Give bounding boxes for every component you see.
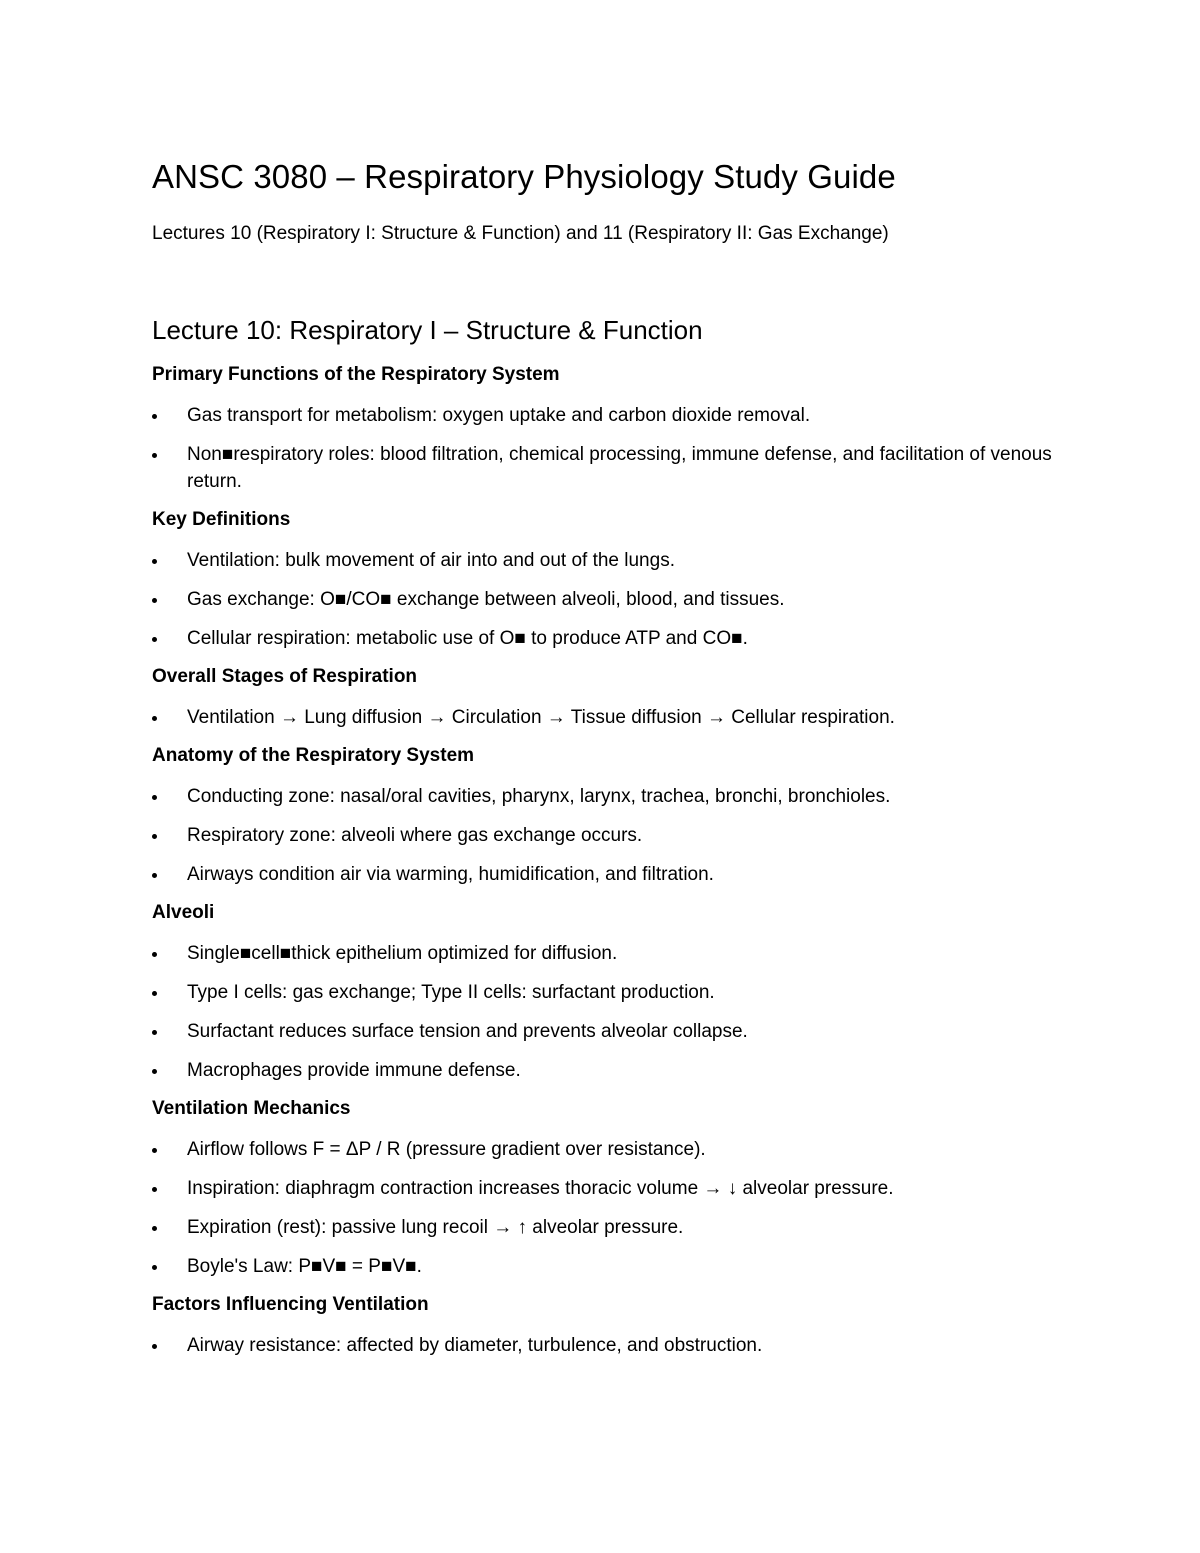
bullet-icon: [152, 598, 157, 603]
bullet-icon: [152, 834, 157, 839]
section: [152, 898, 1052, 1084]
section: [152, 1290, 1052, 1359]
bullet-icon: [152, 1265, 157, 1270]
list-item: [152, 1214, 1052, 1241]
list-item-text: Single■cell■thick epithelium optimized for diffusion.: [187, 943, 618, 964]
list-item-text: Macrophages provide immune defense.: [187, 1060, 521, 1081]
section-heading: Ventilation Mechanics: [152, 1098, 351, 1119]
section-heading: Anatomy of the Respiratory System: [152, 745, 475, 766]
section: [152, 662, 1052, 731]
list-item: [152, 402, 1052, 429]
list-item: [152, 441, 1052, 495]
bullet-icon: [152, 1226, 157, 1231]
document-subtitle: Lectures 10 (Respiratory I: Structure & Function) and 11 (Respiratory II: Gas Exchange): [152, 223, 889, 244]
section-heading: Alveoli: [152, 902, 215, 923]
section: [152, 1094, 1052, 1280]
bullet-icon: [152, 453, 157, 458]
bullet-icon: [152, 716, 157, 721]
section: [152, 360, 1052, 495]
list-item-text: Airways condition air via warming, humidification, and filtration.: [187, 864, 714, 885]
section-heading: Primary Functions of the Respiratory System: [152, 364, 560, 385]
list-item: [152, 704, 1052, 731]
list-item: [152, 625, 1052, 652]
bullet-icon: [152, 795, 157, 800]
bullet-list: [152, 547, 1052, 652]
bullet-list: [152, 1332, 1052, 1359]
bullet-icon: [152, 637, 157, 642]
list-item-text: Ventilation: bulk movement of air into and out of the lungs.: [187, 550, 675, 571]
list-item: [152, 547, 1052, 574]
list-item-text: Type I cells: gas exchange; Type II cells: surfactant production.: [187, 982, 715, 1003]
list-item: [152, 861, 1052, 888]
lecture-heading: Lecture 10: Respiratory I – Structure & Function: [152, 315, 703, 345]
bullet-icon: [152, 1148, 157, 1153]
bullet-icon: [152, 991, 157, 996]
list-item-text: Non■respiratory roles: blood filtration, chemical processing, immune defense, and facilitation of venous return.: [187, 444, 1052, 492]
list-item-text: Surfactant reduces surface tension and prevents alveolar collapse.: [187, 1021, 748, 1042]
sections-container: [152, 360, 1052, 1359]
bullet-icon: [152, 1344, 157, 1349]
bullet-icon: [152, 559, 157, 564]
list-item-text: Airflow follows F = ΔP / R (pressure gradient over resistance).: [187, 1139, 706, 1160]
bullet-icon: [152, 414, 157, 419]
list-item-text: Inspiration: diaphragm contraction increases thoracic volume → ↓ alveolar pressure.: [187, 1178, 894, 1199]
list-item: [152, 1136, 1052, 1163]
list-item: [152, 586, 1052, 613]
list-item-text: Respiratory zone: alveoli where gas exchange occurs.: [187, 825, 643, 846]
bullet-icon: [152, 952, 157, 957]
bullet-list: [152, 704, 1052, 731]
bullet-list: [152, 940, 1052, 1084]
list-item-text: Conducting zone: nasal/oral cavities, pharynx, larynx, trachea, bronchi, bronchioles.: [187, 786, 891, 807]
bullet-list: [152, 783, 1052, 888]
list-item: [152, 979, 1052, 1006]
bullet-list: [152, 402, 1052, 495]
section-heading: Overall Stages of Respiration: [152, 666, 418, 687]
section: [152, 741, 1052, 888]
section-heading: Factors Influencing Ventilation: [152, 1294, 429, 1315]
list-item: [152, 1018, 1052, 1045]
list-item: [152, 1332, 1052, 1359]
list-item: [152, 1175, 1052, 1202]
document-page: [152, 150, 1052, 1359]
list-item-text: Airway resistance: affected by diameter, turbulence, and obstruction.: [187, 1335, 763, 1356]
list-item-text: Ventilation → Lung diffusion → Circulation → Tissue diffusion → Cellular respiration.: [187, 707, 895, 728]
list-item-text: Boyle's Law: P■V■ = P■V■.: [187, 1256, 422, 1277]
bullet-icon: [152, 1030, 157, 1035]
section-heading: Key Definitions: [152, 509, 291, 530]
list-item: [152, 940, 1052, 967]
list-item-text: Gas transport for metabolism: oxygen uptake and carbon dioxide removal.: [187, 405, 811, 426]
list-item-text: Cellular respiration: metabolic use of O■ to produce ATP and CO■.: [187, 628, 748, 649]
bullet-icon: [152, 1069, 157, 1074]
bullet-list: [152, 1136, 1052, 1280]
document-title: ANSC 3080 – Respiratory Physiology Study Guide: [152, 158, 896, 195]
section: [152, 505, 1052, 652]
bullet-icon: [152, 1187, 157, 1192]
list-item-text: Expiration (rest): passive lung recoil → ↑ alveolar pressure.: [187, 1217, 684, 1238]
list-item: [152, 822, 1052, 849]
list-item: [152, 783, 1052, 810]
list-item: [152, 1253, 1052, 1280]
list-item-text: Gas exchange: O■/CO■ exchange between alveoli, blood, and tissues.: [187, 589, 785, 610]
bullet-icon: [152, 873, 157, 878]
list-item: [152, 1057, 1052, 1084]
